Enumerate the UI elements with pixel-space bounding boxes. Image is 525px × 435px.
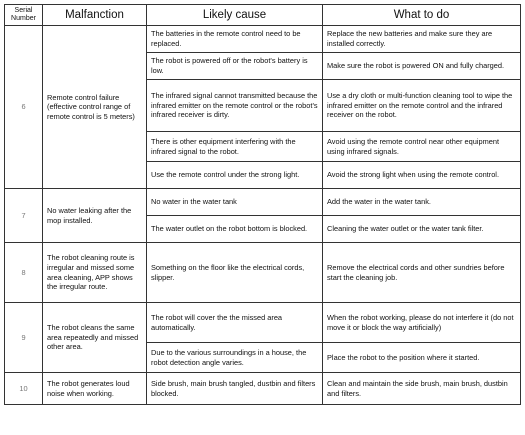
what-to-do: Use a dry cloth or multi-function cleaning tool to wipe the infrared emitter on the remote control and the infrared receiver on the robot.	[323, 80, 521, 132]
what-to-do: Avoid using the remote control near other equipment using infrared signals.	[323, 132, 521, 162]
malfunction-text: Remote control failure (effective control range of remote control is 5 meters)	[43, 26, 147, 189]
troubleshooting-table	[4, 4, 521, 405]
serial-number: 9	[5, 303, 43, 373]
malfunction-text: The robot cleans the same area repeatedly and missed other area.	[43, 303, 147, 373]
likely-cause: The batteries in the remote control need to be replaced.	[147, 26, 323, 53]
what-to-do: Place the robot to the position where it started.	[323, 343, 521, 373]
what-to-do: Remove the electrical cords and other sundries before start the cleaning job.	[323, 243, 521, 303]
header-malfunction: Malfanction	[43, 5, 147, 26]
table-row	[5, 189, 521, 216]
table-row	[5, 373, 521, 405]
malfunction-text: The robot cleaning route is irregular and missed some area cleaning, APP shows the irregular route.	[43, 243, 147, 303]
serial-number: 10	[5, 373, 43, 405]
likely-cause: No water in the water tank	[147, 189, 323, 216]
header-likely-cause: Likely cause	[147, 5, 323, 26]
what-to-do: Add the water in the water tank.	[323, 189, 521, 216]
table-row	[5, 26, 521, 53]
table-header-row	[5, 5, 521, 26]
what-to-do: When the robot working, please do not interfere it (do not move it or block the way artificially)	[323, 303, 521, 343]
table-row	[5, 303, 521, 343]
what-to-do: Clean and maintain the side brush, main brush, dustbin and filters.	[323, 373, 521, 405]
what-to-do: Make sure the robot is powered ON and fully charged.	[323, 53, 521, 80]
likely-cause: Something on the floor like the electrical cords, slipper.	[147, 243, 323, 303]
serial-number: 7	[5, 189, 43, 243]
likely-cause: The infrared signal cannot transmitted because the infrared emitter on the remote control or the robot's infrared receiver is dirty.	[147, 80, 323, 132]
serial-number: 8	[5, 243, 43, 303]
likely-cause: The robot will cover the the missed area automatically.	[147, 303, 323, 343]
header-serial-number: Serial Number	[5, 5, 43, 26]
likely-cause: There is other equipment interfering with the infrared signal to the robot.	[147, 132, 323, 162]
likely-cause: Due to the various surroundings in a house, the robot detection angle varies.	[147, 343, 323, 373]
what-to-do: Replace the new batteries and make sure they are installed correctly.	[323, 26, 521, 53]
likely-cause: The robot is powered off or the robot's battery is low.	[147, 53, 323, 80]
likely-cause: Side brush, main brush tangled, dustbin and filters blocked.	[147, 373, 323, 405]
what-to-do: Cleaning the water outlet or the water tank filter.	[323, 216, 521, 243]
serial-number: 6	[5, 26, 43, 189]
malfunction-text: The robot generates loud noise when working.	[43, 373, 147, 405]
likely-cause: Use the remote control under the strong light.	[147, 162, 323, 189]
likely-cause: The water outlet on the robot bottom is blocked.	[147, 216, 323, 243]
what-to-do: Avoid the strong light when using the remote control.	[323, 162, 521, 189]
header-what-to-do: What to do	[323, 5, 521, 26]
malfunction-text: No water leaking after the mop installed.	[43, 189, 147, 243]
table-row	[5, 243, 521, 303]
